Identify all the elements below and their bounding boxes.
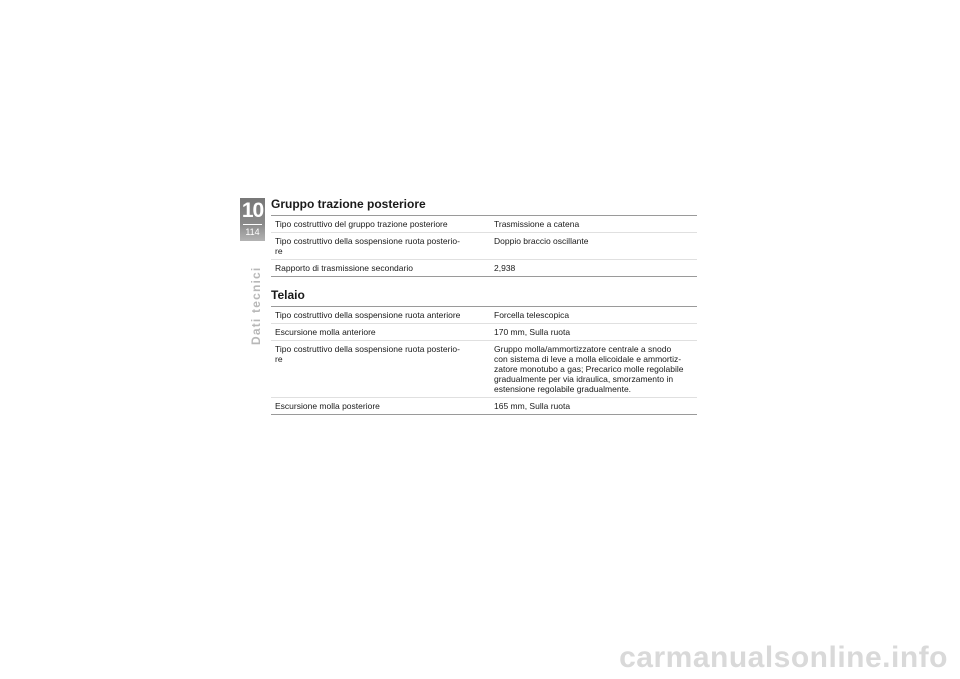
spec-label: Tipo costruttivo della sospensione ruota anteriore <box>275 310 461 320</box>
spec-value: Doppio braccio oscillante <box>490 233 697 260</box>
spec-value: 2,938 <box>490 260 697 277</box>
table-row <box>271 260 697 277</box>
spec-value: Forcella telescopica <box>494 310 570 320</box>
table-row <box>271 341 697 398</box>
chapter-tab <box>240 198 265 241</box>
spec-label: Tipo costruttivo del gruppo trazione posteriore <box>275 219 448 229</box>
spec-label: Rapporto di trasmissione secondario <box>271 260 490 277</box>
table-row <box>271 324 697 341</box>
spec-table <box>271 306 697 415</box>
spec-value: Gruppo molla/ammortizzatore centrale a snodo con sistema di leve a molla elicoidale e ammortiz- zatore monotubo a gas; Precarico molle regolabile gradualmente per via idraulica, smorzamento in estensione regolabile gradualmente. <box>490 341 697 398</box>
spec-value: Trasmissione a catena <box>494 219 580 229</box>
table-row <box>271 307 697 324</box>
spec-label: Tipo costruttivo della sospensione ruota posterio- re <box>271 233 490 260</box>
spec-label: Escursione molla posteriore <box>271 398 490 415</box>
page-number: 114 <box>245 227 260 237</box>
spec-label: Tipo costruttivo della sospensione ruota posterio- re <box>271 341 490 398</box>
chapter-divider <box>243 224 262 225</box>
table-row <box>271 216 697 233</box>
table-row <box>271 398 697 415</box>
section-frame <box>271 287 697 415</box>
section-heading: Gruppo trazione posteriore <box>271 197 426 211</box>
chapter-side-title: Dati tecnici <box>249 266 263 345</box>
spec-value: 165 mm, Sulla ruota <box>490 398 697 415</box>
chapter-number: 10 <box>241 199 264 222</box>
spec-label: Escursione molla anteriore <box>271 324 490 341</box>
table-row <box>271 233 697 260</box>
content-area <box>271 196 697 415</box>
section-rear-drive <box>271 196 697 277</box>
spec-table <box>271 215 697 277</box>
spec-value: 170 mm, Sulla ruota <box>490 324 697 341</box>
section-heading: Telaio <box>271 288 305 302</box>
watermark: carmanualsonline.info <box>619 641 948 674</box>
